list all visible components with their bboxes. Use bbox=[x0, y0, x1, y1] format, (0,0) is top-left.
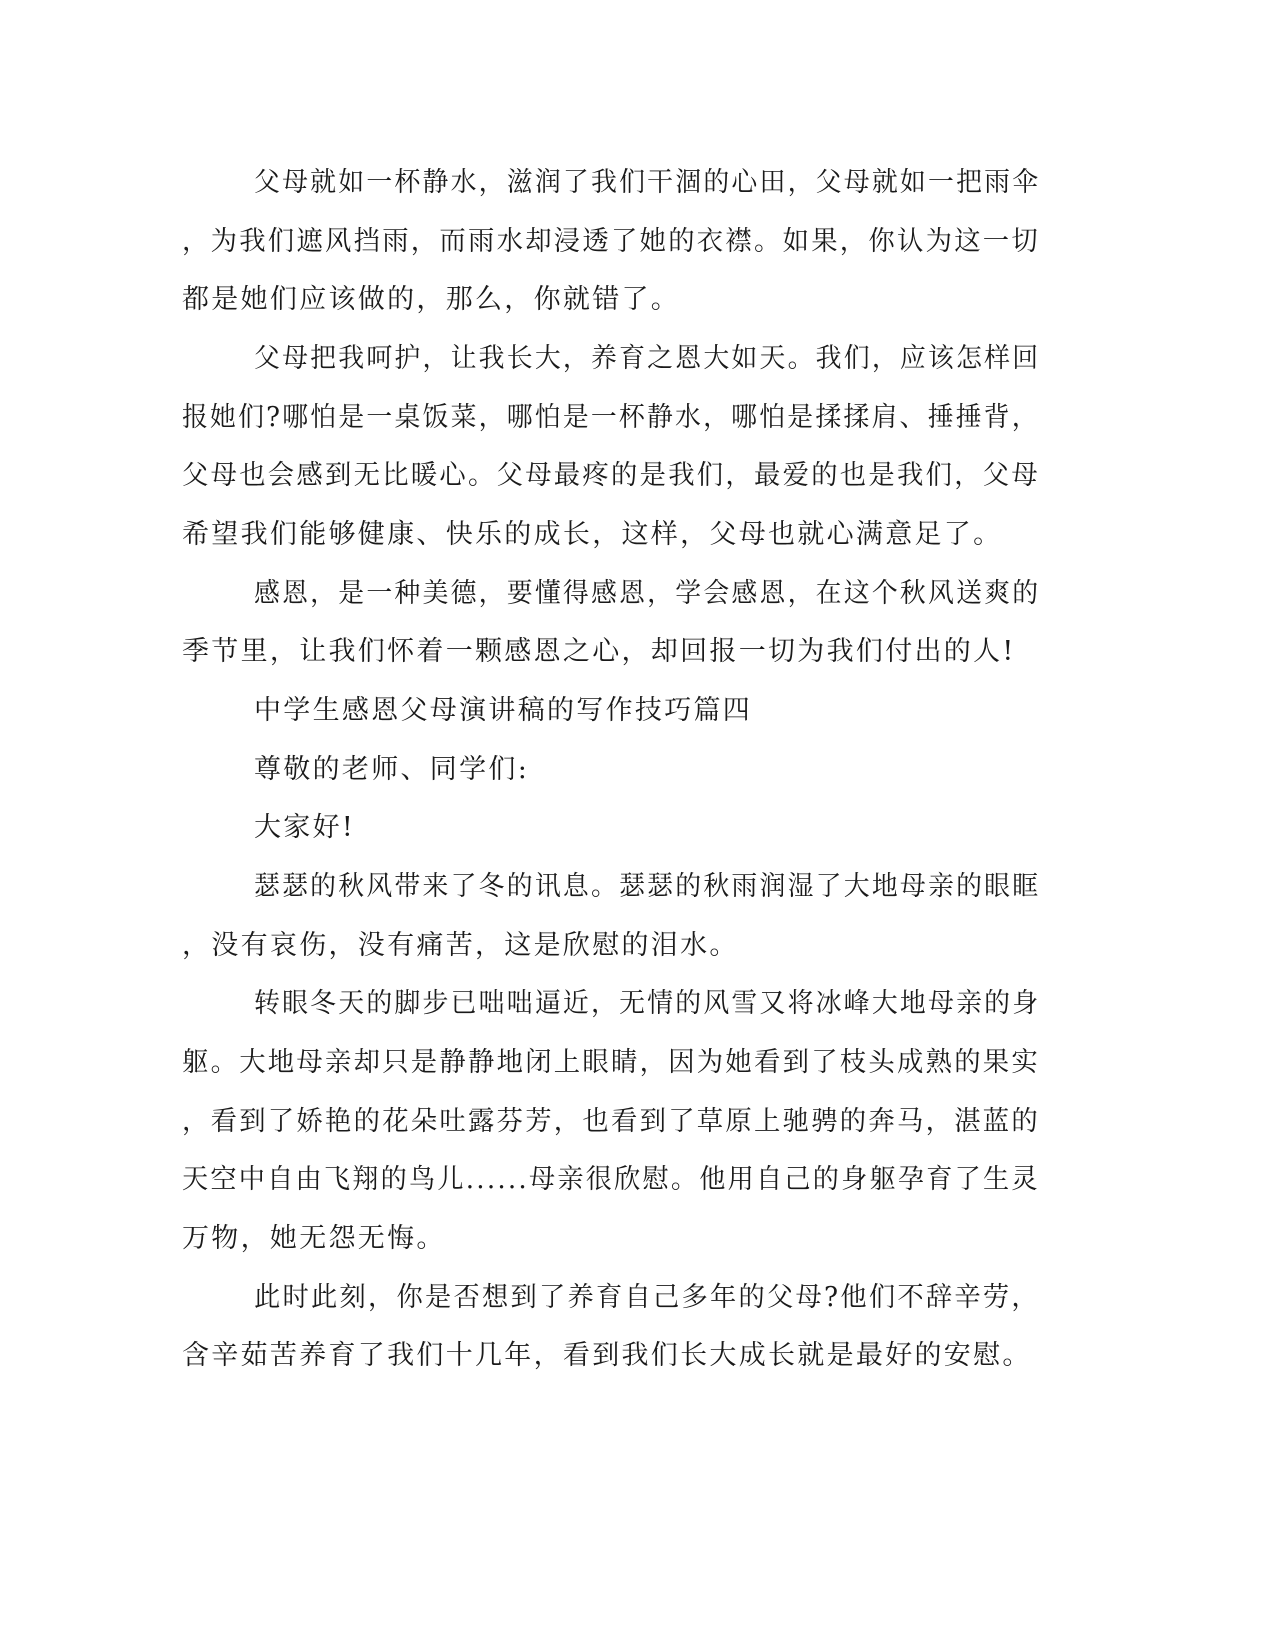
body-line: 瑟瑟的秋风带来了冬的讯息。瑟瑟的秋雨润湿了大地母亲的眼眶 bbox=[254, 871, 1041, 902]
body-line: 父母把我呵护，让我长大，养育之恩大如天。我们，应该怎样回 bbox=[254, 343, 1041, 374]
body-line: ，没有哀伤，没有痛苦，这是欣慰的泪水。 bbox=[182, 930, 739, 961]
body-line: 报她们?哪怕是一桌饭菜，哪怕是一杯静水，哪怕是揉揉肩、捶捶背， bbox=[182, 402, 1040, 433]
body-line: 天空中自由飞翔的鸟儿......母亲很欣慰。他用自己的身躯孕育了生灵 bbox=[182, 1164, 1040, 1195]
body-line: 此时此刻，你是否想到了养育自己多年的父母?他们不辞辛劳， bbox=[254, 1282, 1040, 1313]
body-line: 都是她们应该做的，那么，你就错了。 bbox=[182, 284, 681, 315]
section-heading: 中学生感恩父母演讲稿的写作技巧篇四 bbox=[254, 695, 753, 726]
body-line: 父母也会感到无比暖心。父母最疼的是我们，最爱的也是我们，父母 bbox=[182, 460, 1040, 491]
body-line: 万物，她无怨无悔。 bbox=[182, 1223, 446, 1254]
body-line: 躯。大地母亲却只是静静地闭上眼睛，因为她看到了枝头成熟的果实 bbox=[182, 1047, 1040, 1078]
body-line: 父母就如一杯静水，滋润了我们干涸的心田，父母就如一把雨伞 bbox=[254, 167, 1041, 198]
body-line: 转眼冬天的脚步已咄咄逼近，无情的风雪又将冰峰大地母亲的身 bbox=[254, 988, 1041, 1019]
body-line: ，为我们遮风挡雨，而雨水却浸透了她的衣襟。如果，你认为这一切 bbox=[182, 226, 1040, 257]
salutation: 尊敬的老师、同学们: bbox=[254, 754, 530, 785]
body-line: ，看到了娇艳的花朵吐露芬芳，也看到了草原上驰骋的奔马，湛蓝的 bbox=[182, 1106, 1040, 1137]
body-line: 含辛茹苦养育了我们十几年，看到我们长大成长就是最好的安慰。 bbox=[182, 1340, 1032, 1371]
body-line: 季节里，让我们怀着一颗感恩之心，却回报一切为我们付出的人! bbox=[182, 636, 1016, 667]
body-line: 感恩，是一种美德，要懂得感恩，学会感恩，在这个秋风送爽的 bbox=[254, 578, 1041, 609]
greeting: 大家好! bbox=[254, 812, 356, 843]
body-line: 希望我们能够健康、快乐的成长，这样，父母也就心满意足了。 bbox=[182, 519, 1003, 550]
